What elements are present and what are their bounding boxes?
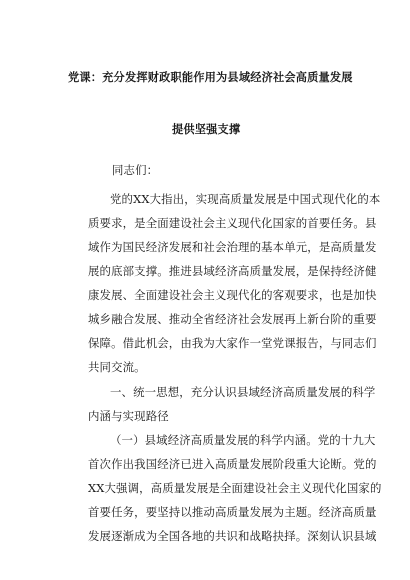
subsection-1-line-5: 发展逐渐成为全国各地的共识和战略抉择。深刻认识县域	[88, 529, 377, 543]
document-title-line-2: 提供坚强支撑	[172, 122, 241, 136]
subsection-1-line-2: 首次作出我国经济已进入高质量发展阶段重大论断。党的	[88, 457, 377, 471]
paragraph-1-line-8: 共同交流。	[88, 360, 146, 374]
section-1-heading-line-2: 内涵与实现路径	[88, 409, 169, 423]
section-1-heading-line-1: 一、统一思想，充分认识县域经济高质量发展的科学	[110, 385, 376, 399]
document-title-line-1: 党课：充分发挥财政职能作用为县域经济社会高质量发展	[68, 70, 353, 84]
paragraph-1-line-1: 党的XX大指出，实现高质量发展是中国式现代化的本	[110, 192, 381, 206]
subsection-1-line-4: 首要任务，要坚持以推动高质量发展为主题。经济高质量	[88, 505, 377, 519]
paragraph-1-line-7: 保障。借此机会，由我为大家作一堂党课报告，与同志们	[88, 336, 377, 350]
paragraph-1-line-4: 展的底部支撑。推进县域经济高质量发展，是保持经济健	[88, 264, 377, 278]
salutation: 同志们：	[112, 163, 159, 177]
paragraph-1-line-2: 质要求，是全面建设社会主义现代化国家的首要任务。县	[88, 216, 377, 230]
subsection-1-line-1: （一）县域经济高质量发展的科学内涵。党的十九大	[110, 433, 376, 447]
paragraph-1-line-5: 康发展、全面建设社会主义现代化的客观要求，也是加快	[88, 288, 377, 302]
paragraph-1-line-3: 域作为国民经济发展和社会治理的基本单元，是高质量发	[88, 240, 377, 254]
subsection-1-line-3: XX大强调，高质量发展是全面建设社会主义现代化国家的	[88, 481, 382, 495]
paragraph-1-line-6: 城乡融合发展、推动全省经济社会发展再上新台阶的重要	[88, 312, 377, 326]
